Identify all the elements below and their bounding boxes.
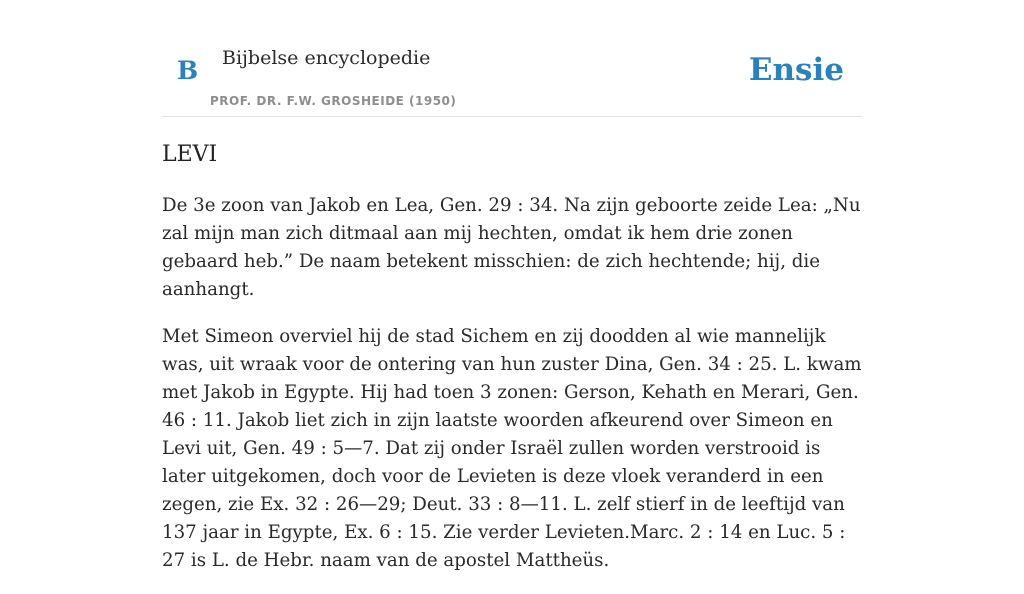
brand-logo[interactable]: Ensie <box>748 52 844 88</box>
entry-body <box>162 192 862 594</box>
header <box>162 0 862 117</box>
book-logo[interactable]: B <box>177 56 199 85</box>
entry-title: LEVI <box>162 142 218 167</box>
entry-paragraph: Met Simeon overviel hij de stad Sichem en zij doodden al wie mannelijk was, uit wraak voor de ontering van hun zuster Dina, Gen. 34 : 25. L. kwam met Jakob in Egypte. Hij had toen 3 zonen: Gerson, Kehath en Merari, Gen. 46 : 11. Jakob liet zich in zijn laatste woorden afkeurend over Simeon en Levi uit, Gen. 49 : 5—7. Dat zij onder Israël zullen worden verstrooid is later uitgekomen, doch voor de Levieten is deze vloek veranderd in een zegen, zie Ex. 32 : 26—29; Deut. 33 : 8—11. L. zelf stierf in de leeftijd van 137 jaar in Egypte, Ex. 6 : 15. Zie verder Levieten.Marc. 2 : 14 en Luc. 5 : 27 is L. de Hebr. naam van de apostel Mattheüs. <box>162 326 862 571</box>
entry-paragraph: De 3e zoon van Jakob en Lea, Gen. 29 : 34. Na zijn geboorte zeide Lea: „Nu zal mijn man zich ditmaal aan mij hechten, omdat ik hem drie zonen gebaard heb.” De naam betekent misschien: de zich hechtende; hij, die aanhangt. <box>162 195 861 300</box>
book-author: PROF. DR. F.W. GROSHEIDE (1950) <box>210 94 457 108</box>
book-title[interactable]: Bijbelse encyclopedie <box>222 47 431 69</box>
